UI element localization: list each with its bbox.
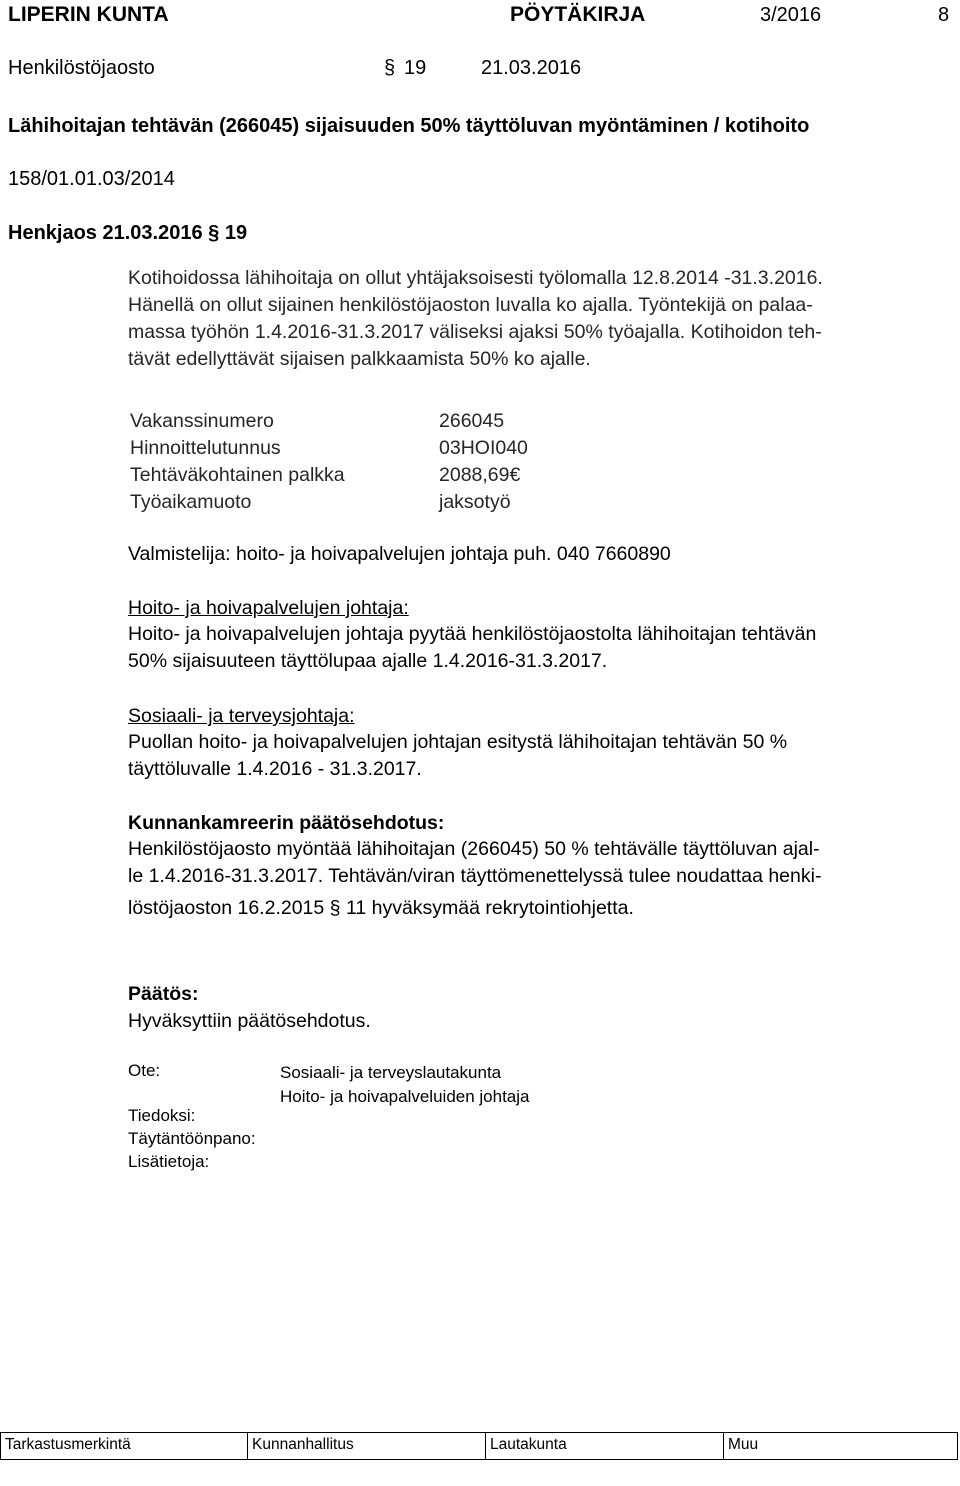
detail-label: Vakanssinumero (130, 410, 274, 432)
intro-line: Hänellä on ollut sijainen henkilöstöjaoston luvalla ko ajalla. Työntekijä on palaa- (128, 294, 813, 316)
detail-value: 2088,69€ (439, 464, 521, 486)
section-symbol: § (384, 57, 396, 79)
lisatietoja-label: Lisätietoja: (128, 1152, 210, 1171)
intro-line: tävät edellyttävät sijaisen palkkaamista 50% ko ajalle. (128, 348, 591, 370)
municipality-name: LIPERIN KUNTA (8, 3, 169, 26)
detail-label: Tehtäväkohtainen palkka (130, 464, 345, 486)
health-director-paragraph (128, 729, 787, 783)
ote-recipients (280, 1061, 530, 1109)
proposal-paragraph (128, 836, 821, 890)
proposal-last-line-start: löstöjaoston 16.2.2015 (128, 897, 325, 919)
document-number: 3/2016 (760, 4, 822, 26)
footer-row (1, 1433, 958, 1460)
document-title: Lähihoitajan tehtävän (266045) sijaisuuden 50% täyttöluvan myöntäminen / kotihoito (8, 115, 810, 137)
distribution-labels (128, 1104, 256, 1173)
ote-recipient: Hoito- ja hoivapalveluiden johtaja (280, 1087, 530, 1106)
director-line: 50% sijaisuuteen täyttölupaa ajalle 1.4.2016-31.3.2017. (128, 650, 608, 672)
health-director-line: täyttöluvalle 1.4.2016 - 31.3.2017. (128, 758, 422, 780)
detail-label: Työaikamuoto (130, 491, 252, 513)
decision-heading: Päätös: (128, 983, 199, 1005)
ote-label: Ote: (128, 1061, 161, 1080)
director-heading: Hoito- ja hoivapalvelujen johtaja: (128, 597, 409, 619)
detail-value: jaksotyö (439, 491, 511, 513)
proposal-last-line-end: 11 hyväksymää rekrytointiohjetta. (345, 897, 634, 919)
proposal-heading: Kunnankamreerin päätösehdotus: (128, 812, 445, 834)
intro-paragraph (128, 265, 823, 373)
reference-number: 158/01.01.03/2014 (8, 168, 175, 190)
meeting-date: 21.03.2016 (481, 57, 582, 79)
details-labels (130, 408, 345, 516)
section-number: 19 (404, 57, 427, 79)
director-paragraph (128, 621, 816, 675)
intro-line: massa työhön 1.4.2016-31.3.2017 väliseksi ajaksi 50% työajalla. Kotihoidon teh- (128, 321, 822, 343)
proposal-last-line (128, 897, 634, 920)
detail-value: 266045 (439, 410, 505, 432)
taytantoonpano-label: Täytäntöönpano: (128, 1129, 256, 1148)
document-type: PÖYTÄKIRJA (510, 3, 646, 26)
prior-reference-number: 19 (224, 222, 248, 244)
details-values (439, 408, 528, 516)
decision-text: Hyväksyttiin päätösehdotus. (128, 1010, 371, 1032)
page-number: 8 (938, 4, 950, 26)
footer-cell-muu: Muu (724, 1433, 958, 1460)
footer-cell-tarkastusmerkinta: Tarkastusmerkintä (1, 1433, 248, 1460)
health-director-line: Puollan hoito- ja hoivapalvelujen johtajan esitystä lähihoitajan tehtävän 50 % (128, 731, 788, 753)
detail-value: 03HOI040 (439, 437, 528, 459)
body-name: Henkilöstöjaosto (8, 57, 155, 79)
intro-line: Kotihoidossa lähihoitaja on ollut yhtäjaksoisesti työlomalla 12.8.2014 -31.3.2016. (128, 267, 823, 289)
proposal-line: Henkilöstöjaosto myöntää lähihoitajan (266045) 50 % tehtävälle täyttöluvan ajal- (128, 838, 820, 860)
tiedoksi-label: Tiedoksi: (128, 1106, 196, 1125)
detail-label: Hinnoittelutunnus (130, 437, 281, 459)
footer-cell-lautakunta: Lautakunta (486, 1433, 724, 1460)
ote-recipient: Sosiaali- ja terveyslautakunta (280, 1063, 502, 1082)
proposal-line: le 1.4.2016-31.3.2017. Tehtävän/viran täyttömenettelyssä tulee noudattaa henki- (128, 865, 822, 887)
preparer-line: Valmistelija: hoito- ja hoivapalvelujen johtaja puh. 040 7660890 (128, 543, 671, 565)
footer-cell-kunnanhallitus: Kunnanhallitus (248, 1433, 486, 1460)
director-line: Hoito- ja hoivapalvelujen johtaja pyytää henkilöstöjaostolta lähihoitajan tehtävän (128, 623, 817, 645)
footer-table (0, 1432, 958, 1460)
prior-reference-text: Henkjaos 21.03.2016 (8, 222, 203, 244)
proposal-section-symbol: § (329, 897, 341, 919)
prior-reference-symbol: § (208, 222, 220, 244)
prior-reference (8, 222, 247, 245)
health-director-heading: Sosiaali- ja terveysjohtaja: (128, 705, 355, 727)
